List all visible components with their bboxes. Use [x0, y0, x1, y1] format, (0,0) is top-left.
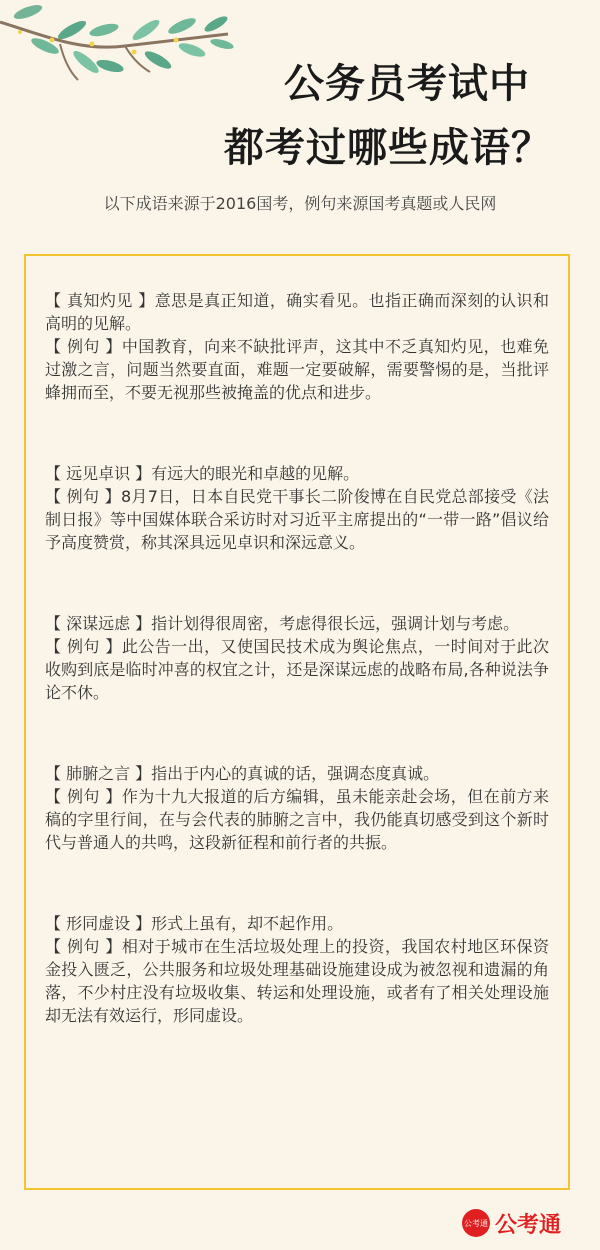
- idiom-entry: [45, 912, 549, 1027]
- idiom-definition: 【 深谋远虑 】指计划得很周密，考虑得很长远，强调计划与考虑。: [45, 614, 520, 633]
- idiom-example: 【 例句 】中国教育，向来不缺批评声，这其中不乏真知灼见，也难免过激之言，问题当然要直面，难题一定要破解，需要警惕的是，当批评蜂拥而至，不要无视那些被掩盖的优点和进步。: [45, 337, 549, 402]
- idiom-definition: 【 形同虚设 】形式上虽有，却不起作用。: [45, 914, 344, 933]
- idiom-example: 【 例句 】相对于城市在生活垃圾处理上的投资，我国农村地区环保资金投入匮乏，公共服务和垃圾处理基础设施建设成为被忽视和遗漏的角落，不少村庄没有垃圾收集、转运和处理设施，或者有了相关处理设施却无法有效运行，形同虚设。: [45, 937, 549, 1025]
- idiom-entry: [45, 462, 549, 554]
- page-title-line-2: 都考过哪些成语？: [224, 125, 552, 171]
- idiom-list-card: [24, 254, 570, 1190]
- olive-branch-decoration: [0, 0, 240, 110]
- idiom-entry: [45, 762, 549, 854]
- idiom-definition: 【 远见卓识 】有远大的眼光和卓越的见解。: [45, 464, 360, 483]
- idiom-entry: [45, 289, 549, 404]
- brand-logo-mark: 公考通: [462, 1209, 490, 1237]
- page-subtitle: 以下成语来源于2016国考，例句来源国考真题或人民网: [103, 194, 497, 213]
- idiom-definition: 【 肺腑之言 】指出于内心的真诚的话，强调态度真诚。: [45, 764, 440, 783]
- brand-logo-text: 公考通: [495, 1212, 562, 1238]
- idiom-definition: 【 真知灼见 】意思是真正知道，确实看见。也指正确而深刻的认识和高明的见解。: [45, 291, 549, 333]
- idiom-example: 【 例句 】此公告一出，又使国民技术成为舆论焦点，一时间对于此次收购到底是临时冲喜的权宜之计，还是深谋远虑的战略布局,各种说法争论不休。: [45, 637, 549, 702]
- brand-logo: [462, 1208, 561, 1238]
- idiom-example: 【 例句 】作为十九大报道的后方编辑，虽未能亲赴会场，但在前方来稿的字里行间，在与会代表的肺腑之言中，我仍能真切感受到这个新时代与普通人的共鸣，这段新征程和前行者的共振。: [45, 787, 549, 852]
- idiom-entry: [45, 612, 549, 704]
- page-title-line-1: 公务员考试中: [284, 61, 530, 107]
- idiom-example: 【 例句 】8月7日，日本自民党干事长二阶俊博在自民党总部接受《法制日报》等中国媒体联合采访时对习近平主席提出的“一带一路”倡议给予高度赞赏，称其深具远见卓识和深远意义。: [45, 487, 549, 552]
